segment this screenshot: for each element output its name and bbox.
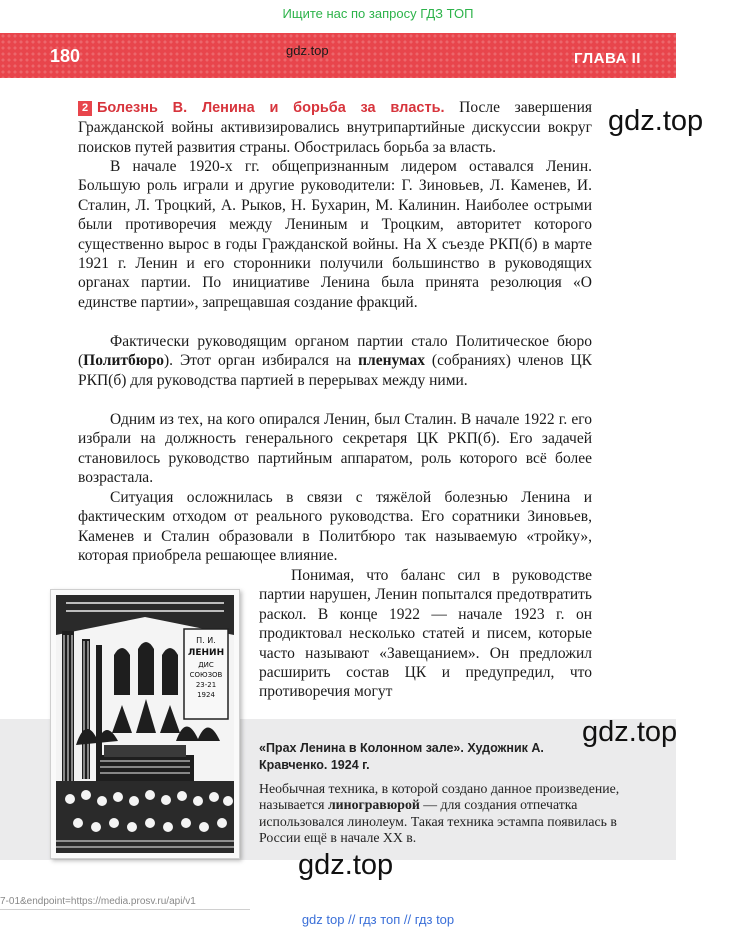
paragraph-1: После завершения Гражданской войны активизировались внутрипартийные дискуссии вокруг поисков путей развития страны. Обострилась борьба за власть. (78, 99, 593, 156)
placard-line-2: ЛЕНИН (187, 648, 225, 658)
source-url-strip: 7-01&endpoint=https://media.prosv.ru/api/v1 (0, 896, 250, 910)
politburo-text-after: (собраниях) членов ЦК РКП(б) для руководства партией в перерывах между ними. (78, 352, 592, 389)
colonnade-hall-engraving (56, 595, 234, 853)
search-hint-banner: Ищите нас по запросу ГДЗ ТОП (282, 6, 474, 21)
paragraph-5: Понимая, что баланс сил в руководстве партии нарушен, Ленин попытался предотвратить раскол. В конце 1922 — начале 1923 г. он продиктовал несколько статей и писем, которые часто называют «Завещанием». Он предложил расширить состав ЦК и предупредил, что противоречия могут (259, 567, 592, 701)
watermark-1: gdz.top (608, 105, 704, 137)
caption-text-after: — для создания отпечатка использовался линолеум. Такая техника эстампа появилась в России ещё в начале XX в. (259, 797, 617, 846)
placard-line-4: СОЮЗОВ (189, 671, 223, 679)
caption-text-before: Необычная техника, в которой создано данное произведение, называется (259, 781, 620, 813)
paragraph-4: Ситуация осложнилась в связи с тяжёлой болезнью Ленина и фактическим отходом от реального руководства. Его соратники Зиновьев, Каменев и Сталин образовали в Политбюро так называемую «тройку», которая приобрела решающее влияние. (78, 489, 592, 565)
section-number-badge: 2 (78, 101, 92, 116)
chapter-label: ГЛАВА II (574, 50, 641, 67)
linocut-illustration (50, 589, 240, 859)
politburo-term: Политбюро (83, 352, 164, 370)
section-title: Болезнь В. Ленина и борьба за власть. (97, 100, 445, 116)
caption-body (259, 781, 627, 847)
paragraph-politburo (78, 332, 592, 390)
politburo-text-before: Фактически руководящим органом партии стало Политическое бюро ( (78, 333, 592, 370)
bottom-links[interactable]: gdz top // гдз топ // гдз top (301, 912, 455, 927)
placard-line-1: П. И. (196, 636, 216, 645)
plenum-term: пленумах (358, 352, 425, 370)
placard-line-5: 23-21 (195, 681, 217, 689)
caption-term: линогравюрой (327, 797, 420, 813)
politburo-text-middle: ). Этот орган избирался на (163, 352, 359, 370)
placard-line-6: 1924 (197, 691, 215, 699)
watermark-2: gdz.top (582, 716, 678, 748)
paragraph-2: В начале 1920-х гг. общепризнанным лидером оставался Ленин. Большую роль играли и другие руководители: Г. Зиновьев, Л. Каменев, И. Сталин, Л. Троцкий, А. Рыков, Н. Бухарин, М. Калинин. Наиболее острыми были противоречия между Лениным и Троцким, авторитет которого существенно вырос в годы Гражданской войны. На X съезде РКП(б) в марте 1921 г. Ленин и его сторонники получили большинство в руководящих органах партии. По инициативе Ленина была принята резолюция «О единстве партии», запрещавшая создание фракций. (78, 158, 592, 311)
section-intro (78, 98, 592, 157)
paragraph-3: Одним из тех, на кого опирался Ленин, был Сталин. В начале 1922 г. его избрали на должность генерального секретаря ЦК РКП(б). Его задачей становилось руководство партийным аппаратом, роль которого всё более возрастала. (78, 411, 592, 487)
placard-line-3: ДИС (198, 661, 214, 669)
watermark-3: gdz.top (298, 849, 394, 881)
page-number: 180 (50, 46, 81, 66)
caption-title: «Прах Ленина в Колонном зале». Художник А. Кравченко. 1924 г. (259, 741, 544, 772)
header-watermark: gdz.top (286, 43, 329, 58)
